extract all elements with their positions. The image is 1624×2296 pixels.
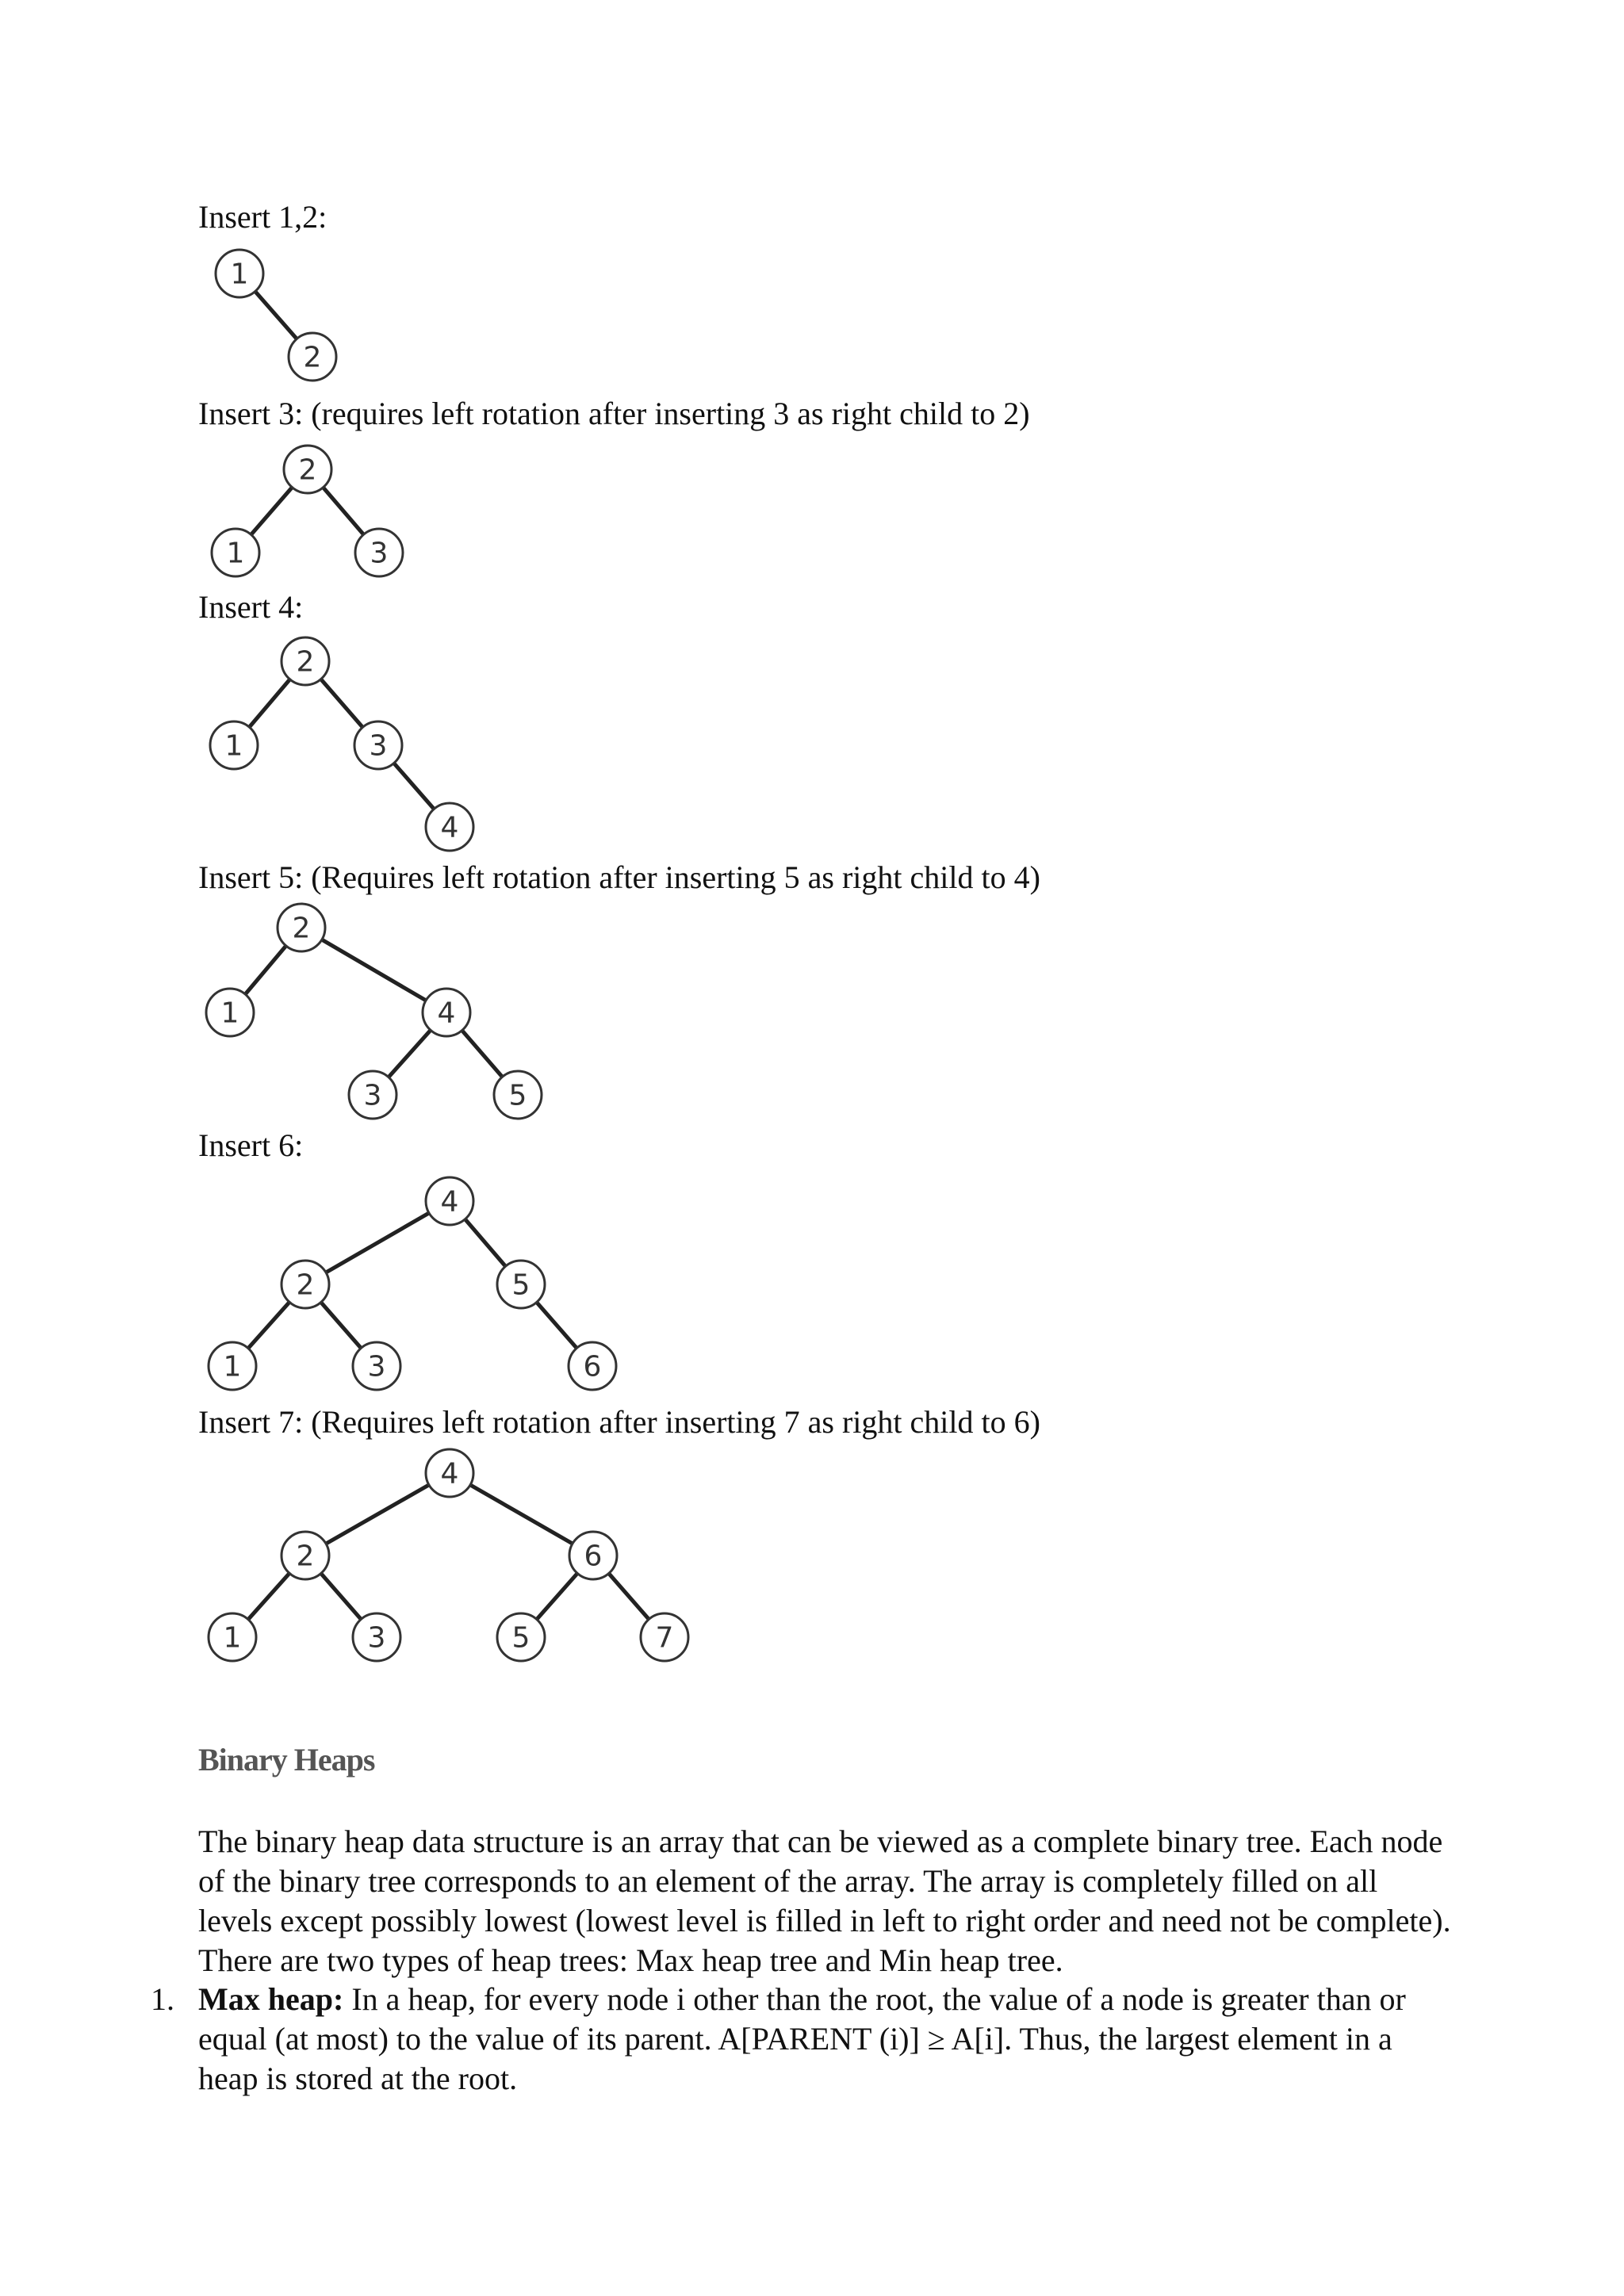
tree-node-label: 5 [511, 1269, 530, 1302]
section-heading: Binary Heaps [198, 1742, 375, 1777]
tree-node-label: 6 [583, 1350, 602, 1383]
step-1-caption: Insert 1,2: [198, 199, 327, 235]
list-item-number: 1. [151, 1981, 174, 2017]
tree-node-label: 5 [511, 1621, 530, 1655]
tree-node [569, 1532, 617, 1579]
tree-node [282, 1532, 329, 1579]
tree-node-label: 4 [437, 997, 456, 1030]
tree-node-label: 2 [303, 341, 322, 374]
tree-node-label: 1 [224, 729, 243, 763]
tree-node-label: 1 [226, 537, 245, 570]
tree-node-label: 1 [220, 997, 239, 1030]
list-item-body [198, 1980, 1451, 2099]
tree-node-label: 2 [296, 1269, 315, 1302]
list-item-term: Max heap: [198, 1981, 344, 2017]
tree-node-label: 2 [292, 912, 311, 945]
step-2-caption: Insert 3: (requires left rotation after inserting 3 as right child to 2) [198, 396, 1030, 431]
step-6-caption: Insert 7: (Requires left rotation after inserting 7 as right child to 6) [198, 1404, 1040, 1440]
tree-node-label: 1 [230, 258, 249, 291]
list-item-text: In a heap, for every node i other than the root, the value of a node is greater than or equal (at most) to the value of its parent. A[PARENT (i)] ≥ A[i]. Thus, the largest element in a heap is stored at the root. [198, 1981, 1406, 2096]
tree-node-label: 2 [298, 453, 317, 487]
tree-node [641, 1613, 688, 1661]
tree-node-label: 1 [223, 1621, 242, 1655]
tree-node [426, 1449, 473, 1497]
tree-node-label: 7 [655, 1621, 674, 1655]
tree-node [497, 1613, 545, 1661]
tree-node-label: 3 [367, 1621, 386, 1655]
tree-node-label: 6 [584, 1540, 603, 1573]
tree-node-label: 2 [296, 645, 315, 679]
step-5-caption: Insert 6: [198, 1127, 304, 1163]
step-4-caption: Insert 5: (Requires left rotation after inserting 5 as right child to 4) [198, 859, 1040, 895]
section-paragraph: The binary heap data structure is an array that can be viewed as a complete binary tree. Each node of the binary tree corresponds to an element of the array. The array is completely filled on all levels except possibly lowest (lowest level is filled in left to right order and need not be complete). There are two types of heap trees: Max heap tree and Min heap tree. [198, 1823, 1451, 1978]
tree-node [353, 1613, 400, 1661]
tree-node-label: 4 [440, 1185, 459, 1219]
tree-node-label: 2 [296, 1540, 315, 1573]
tree-node [209, 1613, 256, 1661]
tree-node-label: 5 [508, 1079, 527, 1112]
tree-node-label: 3 [370, 537, 389, 570]
tree-node-label: 4 [440, 811, 459, 844]
tree-node-label: 3 [367, 1350, 386, 1383]
step-3-caption: Insert 4: [198, 589, 304, 625]
tree-node-label: 1 [223, 1350, 242, 1383]
tree-node-label: 3 [369, 729, 388, 763]
tree-node-label: 4 [440, 1457, 459, 1490]
tree-node-label: 3 [363, 1079, 382, 1112]
